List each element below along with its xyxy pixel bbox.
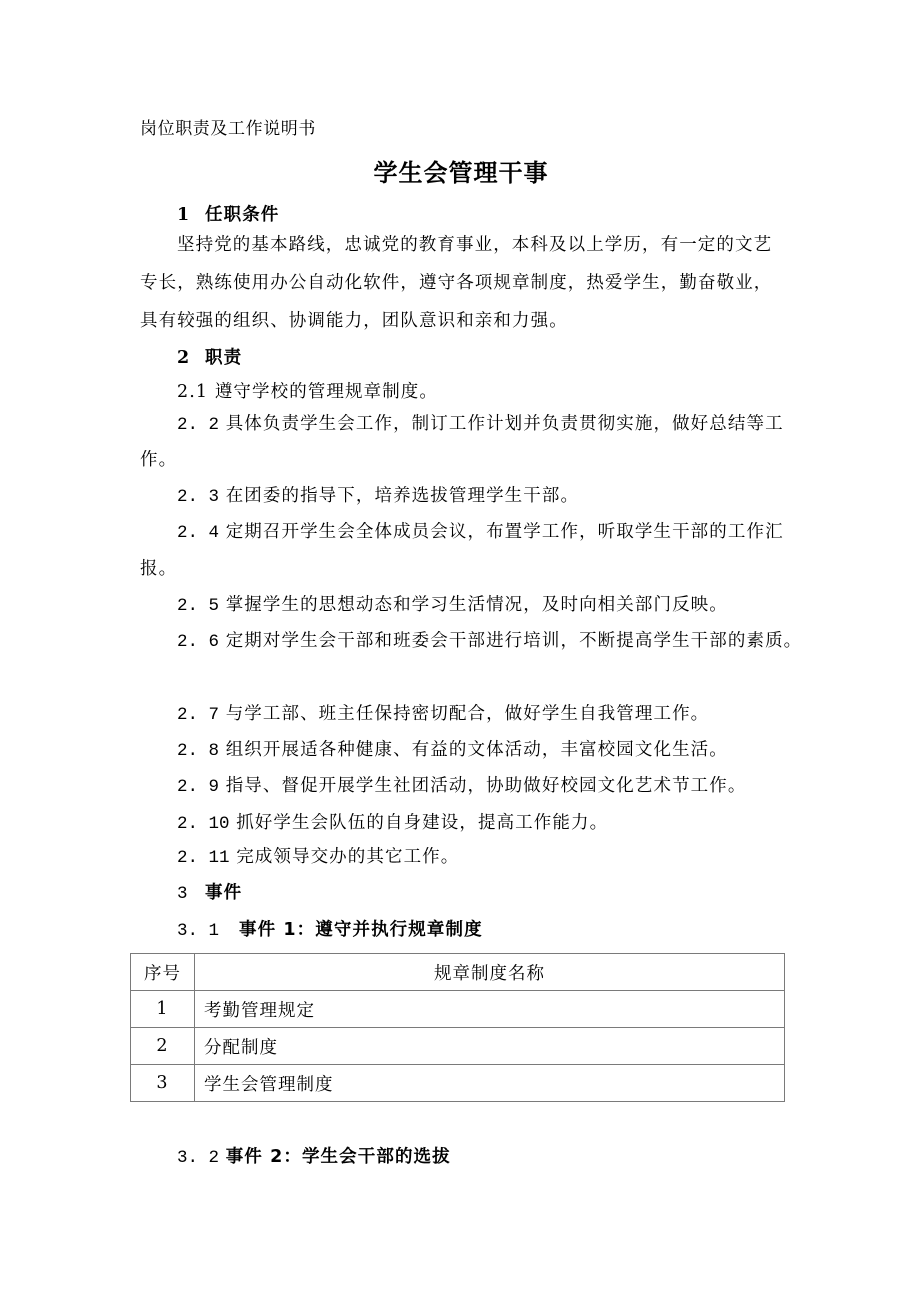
duty-item-number: 2. 2 (177, 415, 220, 435)
duty-item-text: 指导、督促开展学生社团活动，协助做好校园文化艺术节工作。 (225, 776, 747, 796)
section-1-paragraph-line-1: 坚持党的基本路线，忠诚党的教育事业，本科及以上学历，有一定的文艺 (177, 235, 773, 255)
duty-item-number: 2. 6 (177, 632, 220, 652)
duty-item-continuation: 作。 (140, 450, 178, 470)
duty-item (177, 484, 579, 509)
table-cell-rule-name: 学生会管理制度 (195, 1065, 785, 1102)
duty-item-text: 抓好学生会队伍的自身建设，提高工作能力。 (236, 813, 609, 833)
table-row (131, 991, 785, 1028)
duty-item (177, 811, 608, 836)
duty-item-number: 2. 9 (177, 777, 220, 797)
duty-item (177, 520, 784, 545)
table-row (131, 1065, 785, 1102)
duty-item (177, 593, 728, 618)
section-3-heading (177, 881, 242, 906)
section-1-paragraph-line-2: 专长，熟练使用办公自动化软件，遵守各项规章制度，热爱学生，勤奋敬业， (140, 273, 773, 293)
table-row (131, 1028, 785, 1065)
duty-item (177, 702, 709, 727)
duty-item (177, 845, 459, 870)
rules-table (130, 953, 785, 1102)
duty-item (177, 774, 747, 799)
event-1-heading (177, 918, 483, 943)
section-2-title: 职责 (205, 348, 243, 368)
table-cell-rule-name: 分配制度 (195, 1028, 785, 1065)
duty-item-text: 在团委的指导下，培养选拔管理学生干部。 (225, 486, 580, 506)
table-cell-number: 1 (131, 991, 195, 1028)
duty-item (177, 380, 438, 404)
section-2-number: 2 (177, 348, 191, 368)
duty-item-text: 与学工部、班主任保持密切配合，做好学生自我管理工作。 (225, 704, 710, 724)
document-header: 岗位职责及工作说明书 (140, 119, 316, 139)
duty-item-text: 完成领导交办的其它工作。 (236, 847, 460, 867)
section-3-title: 事件 (205, 883, 243, 903)
table-cell-rule-name: 考勤管理规定 (195, 991, 785, 1028)
duty-item-number: 2. 8 (177, 741, 220, 761)
duty-item-number: 2. 4 (177, 523, 220, 543)
event-1-number: 3. 1 (177, 921, 220, 941)
table-cell-number: 2 (131, 1028, 195, 1065)
duty-item (177, 629, 802, 654)
event-2-number: 3. 2 (177, 1148, 220, 1168)
duty-item-number: 2. 7 (177, 705, 220, 725)
duty-item-number: 2.1 (177, 382, 209, 402)
section-1-number: 1 (177, 205, 191, 225)
duty-item-text: 定期召开学生会全体成员会议，布置学工作，听取学生干部的工作汇 (225, 522, 784, 542)
section-1-heading (177, 203, 279, 227)
table-header-row (131, 954, 785, 991)
section-1-title: 任职条件 (205, 205, 280, 225)
duty-item-text: 组织开展适各种健康、有益的文体活动，丰富校园文化生活。 (225, 740, 728, 760)
section-3-number: 3 (177, 884, 188, 904)
section-1-paragraph-line-3: 具有较强的组织、协调能力，团队意识和亲和力强。 (140, 311, 568, 331)
section-2-heading (177, 346, 242, 370)
duty-item-text: 定期对学生会干部和班委会干部进行培训，不断提高学生干部的素质。 (225, 631, 803, 651)
duty-item-continuation: 报。 (140, 559, 178, 579)
event-2-title: 事件 2：学生会干部的选拔 (225, 1147, 451, 1167)
duty-item (177, 738, 728, 763)
event-2-heading (177, 1145, 451, 1170)
duty-item-text: 遵守学校的管理规章制度。 (214, 382, 439, 402)
table-cell-number: 3 (131, 1065, 195, 1102)
duty-item-number: 2. 5 (177, 596, 220, 616)
duty-item-number: 2. 11 (177, 848, 230, 868)
duty-item-number: 2. 10 (177, 814, 230, 834)
column-header-number: 序号 (131, 954, 195, 991)
duty-item-number: 2. 3 (177, 487, 220, 507)
duty-item-text: 具体负责学生会工作，制订工作计划并负责贯彻实施，做好总结等工 (225, 414, 784, 434)
event-1-title: 事件 1：遵守并执行规章制度 (239, 920, 483, 940)
page-title: 学生会管理干事 (373, 159, 549, 187)
duty-item-text: 掌握学生的思想动态和学习生活情况，及时向相关部门反映。 (225, 595, 728, 615)
duty-item (177, 412, 784, 437)
column-header-rule-name: 规章制度名称 (195, 954, 785, 991)
